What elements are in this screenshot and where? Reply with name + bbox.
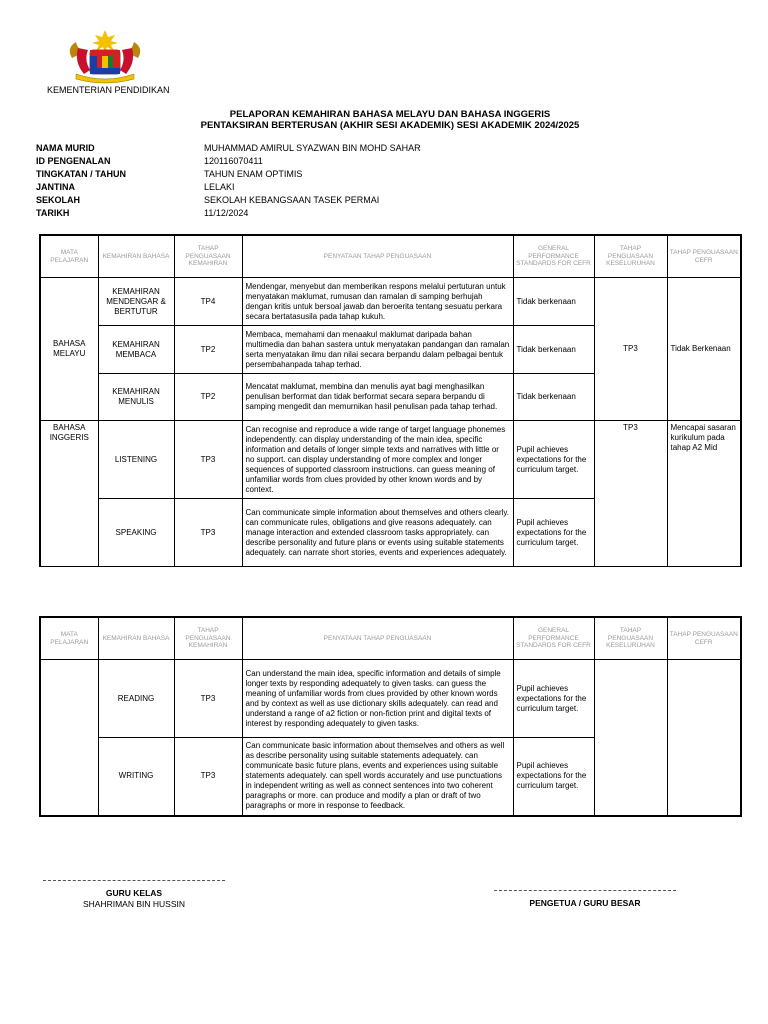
header-penyataan: PENYATAAN TAHAP PENGUASAAN bbox=[242, 617, 513, 660]
info-value: 11/12/2024 bbox=[204, 208, 249, 218]
gps-cell: Tidak berkenaan bbox=[513, 374, 594, 421]
guru-signature-line bbox=[43, 880, 225, 881]
gps-cell: Pupil achieves expectations for the curriculum target. bbox=[513, 421, 594, 499]
overall-cell: TP3 bbox=[594, 421, 667, 567]
header-tahap-cefr: TAHAP PENGUASAAN CEFR bbox=[667, 235, 741, 278]
info-row-jantina bbox=[36, 181, 421, 194]
info-row-id bbox=[36, 155, 421, 168]
tp-cell: TP2 bbox=[174, 326, 242, 374]
table-header-row bbox=[40, 235, 741, 278]
overall-cell: TP3 bbox=[594, 278, 667, 421]
statement-cell: Can recognise and reproduce a wide range of target language phonemes independently. can display understanding of the main idea, specific information and details of longer simple texts and narratives with little or no support. can display understanding of more complex and longer sequences of supported classroom instructions. can guess meaning of unfamiliar words from clues provided by other known words and by context. bbox=[242, 421, 513, 499]
tp-cell: TP4 bbox=[174, 278, 242, 326]
header-penyataan: PENYATAAN TAHAP PENGUASAAN bbox=[242, 235, 513, 278]
guru-kelas-title: GURU KELAS bbox=[105, 888, 163, 898]
header-mata-pelajaran: MATA PELAJARAN bbox=[40, 617, 98, 660]
header-tahap-kemahiran: TAHAP PENGUASAAN KEMAHIRAN bbox=[174, 617, 242, 660]
info-label: SEKOLAH bbox=[36, 195, 81, 205]
subject-cell: BAHASA MELAYU bbox=[40, 278, 98, 421]
tp-cell: TP3 bbox=[174, 738, 242, 816]
statement-cell: Mendengar, menyebut dan memberikan respons melalui pertuturan untuk menyatakan maklumat, rumusan dan ramalan di samping berhujah dengan kritis untuk bersoal jawab dan beroerita tentang sesuatu perkara secara bertatasusila pada tahap kukuh. bbox=[242, 278, 513, 326]
header-gps-cefr: GENERAL PERFORMANCE STANDARDS FOR CEFR bbox=[513, 617, 594, 660]
info-value: SEKOLAH KEBANGSAAN TASEK PERMAI bbox=[204, 195, 380, 205]
header-kemahiran-bahasa: KEMAHIRAN BAHASA bbox=[98, 617, 174, 660]
statement-cell: Mencatat maklumat, membina dan menulis ayat bagi menghasilkan penulisan berformat dan tidak berformat secara separa berpandu di samping mengedit dan memurnikan hasil penulisan pada tahap terhad. bbox=[242, 374, 513, 421]
skills-table-page1 bbox=[39, 234, 742, 567]
skills-table-page2 bbox=[39, 616, 742, 817]
overall-cell bbox=[594, 660, 667, 816]
tp-cell: TP3 bbox=[174, 421, 242, 499]
skill-cell: KEMAHIRAN MEMBACA bbox=[98, 326, 174, 374]
info-row-tingkatan bbox=[36, 168, 421, 181]
skill-cell: KEMAHIRAN MENDENGAR & BERTUTUR bbox=[98, 278, 174, 326]
skill-cell: LISTENING bbox=[98, 421, 174, 499]
info-value: TAHUN ENAM OPTIMIS bbox=[204, 169, 303, 179]
pengetua-signature-line bbox=[494, 890, 676, 891]
table-row bbox=[40, 278, 741, 326]
header-tahap-keseluruhan: TAHAP PENGUASAAN KESELURUHAN bbox=[594, 617, 667, 660]
header-tahap-kemahiran: TAHAP PENGUASAAN KEMAHIRAN bbox=[174, 235, 242, 278]
student-info bbox=[36, 142, 421, 220]
statement-cell: Can understand the main idea, specific information and details of simple longer texts by responding adequately to given tasks. can guess the meaning of unfamiliar words from clues provided by other known words and by context as well as use dictionary skills adequately. can read and understand a range of a2 fiction or non-fiction print and digital texts of interest by responding adequately to given tasks. bbox=[242, 660, 513, 738]
ministry-name: KEMENTERIAN PENDIDIKAN bbox=[47, 85, 170, 95]
statement-cell: Can communicate simple information about themselves and others clearly. can communicate rules, obligations and give reasons adequately. can manage interaction and extended classroom tasks appropriately. can describe personality and future plans or events using suitable statements adequately. can narrate short stories, events and experiences adequately. bbox=[242, 499, 513, 567]
header-tahap-cefr: TAHAP PENGUASAAN CEFR bbox=[667, 617, 741, 660]
header-mata-pelajaran: MATA PELAJARAN bbox=[40, 235, 98, 278]
pengetua-title: PENGETUA / GURU BESAR bbox=[529, 898, 641, 908]
report-title-line2: PENTAKSIRAN BERTERUSAN (AKHIR SESI AKADEMIK) SESI AKADEMIK 2024/2025 bbox=[200, 120, 580, 131]
tp-cell: TP2 bbox=[174, 374, 242, 421]
cefr-cell bbox=[667, 660, 741, 816]
info-value: LELAKI bbox=[204, 182, 235, 192]
gps-cell: Tidak berkenaan bbox=[513, 278, 594, 326]
gps-cell: Tidak berkenaan bbox=[513, 326, 594, 374]
skill-cell: READING bbox=[98, 660, 174, 738]
coat-of-arms-logo bbox=[64, 28, 146, 84]
info-row-nama bbox=[36, 142, 421, 155]
gps-cell: Pupil achieves expectations for the curriculum target. bbox=[513, 499, 594, 567]
subject-cell bbox=[40, 660, 98, 816]
info-row-tarikh bbox=[36, 207, 421, 220]
statement-cell: Can communicate basic information about themselves and others as well as describe personality using suitable statements adequately. can communicate basic future plans, events and experiences using suitable statements adequately. can spell words accurately and use punctuations in independent writing as well as connect sentences into two coherent paragraphs or more. can produce and modify a plan or draft of two paragraphs or more in response to feedback. bbox=[242, 738, 513, 816]
table-header-row bbox=[40, 617, 741, 660]
cefr-cell: Tidak Berkenaan bbox=[667, 278, 741, 421]
info-label: TINGKATAN / TAHUN bbox=[36, 169, 126, 179]
cefr-cell: Mencapai sasaran kurikulum pada tahap A2 Mid bbox=[667, 421, 741, 567]
info-label: ID PENGENALAN bbox=[36, 156, 111, 166]
header-gps-cefr: GENERAL PERFORMANCE STANDARDS FOR CEFR bbox=[513, 235, 594, 278]
gps-cell: Pupil achieves expectations for the curriculum target. bbox=[513, 660, 594, 738]
skill-cell: KEMAHIRAN MENULIS bbox=[98, 374, 174, 421]
info-label: JANTINA bbox=[36, 182, 76, 192]
info-value: 120116070411 bbox=[204, 156, 263, 166]
skill-cell: WRITING bbox=[98, 738, 174, 816]
gps-cell: Pupil achieves expectations for the curriculum target. bbox=[513, 738, 594, 816]
info-row-sekolah bbox=[36, 194, 421, 207]
subject-cell: BAHASA INGGERIS bbox=[40, 421, 98, 567]
info-value: MUHAMMAD AMIRUL SYAZWAN BIN MOHD SAHAR bbox=[204, 143, 421, 153]
statement-cell: Membaca, memahami dan menaakul maklumat daripada bahan multimedia dan bahan sastera untuk menyatakan pandangan dan ramalan serta menyatakan ilmu dan nilai secara berpandu dalam pelbagai bentuk persembahanpada tahap terhad. bbox=[242, 326, 513, 374]
guru-kelas-name: SHAHRIMAN BIN HUSSIN bbox=[82, 899, 185, 909]
table-row bbox=[40, 660, 741, 738]
tp-cell: TP3 bbox=[174, 499, 242, 567]
tp-cell: TP3 bbox=[174, 660, 242, 738]
info-label: NAMA MURID bbox=[36, 143, 95, 153]
header-tahap-keseluruhan: TAHAP PENGUASAAN KESELURUHAN bbox=[594, 235, 667, 278]
table-row bbox=[40, 421, 741, 499]
info-label: TARIKH bbox=[36, 208, 70, 218]
header-kemahiran-bahasa: KEMAHIRAN BAHASA bbox=[98, 235, 174, 278]
report-title-line1: PELAPORAN KEMAHIRAN BAHASA MELAYU DAN BAHASA INGGERIS bbox=[229, 109, 551, 120]
skill-cell: SPEAKING bbox=[98, 499, 174, 567]
